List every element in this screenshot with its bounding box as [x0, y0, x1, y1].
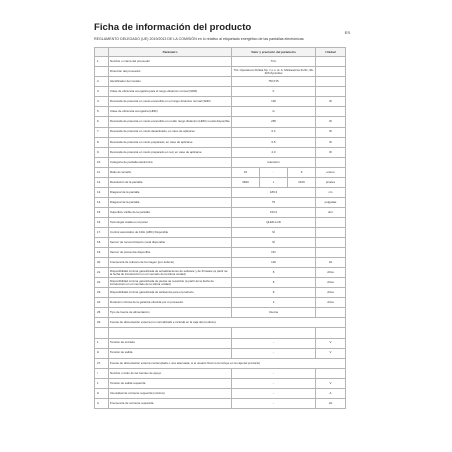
row-unit: Años — [316, 298, 346, 308]
row-unit — [316, 248, 346, 258]
row-parameter: Clase de eficiencia energética (HDR) — [109, 107, 232, 117]
row-parameter: Demanda de potencia en modo desactivado, en caso de aplicarse — [109, 127, 232, 137]
row-value — [232, 328, 316, 338]
row-number: 20. — [95, 258, 109, 268]
table-row — [95, 157, 346, 167]
row-unit: Hz — [316, 258, 346, 268]
row-number: ii — [95, 378, 109, 388]
table-row — [95, 398, 346, 408]
row-number: 3. — [95, 87, 109, 97]
table-row — [95, 147, 346, 157]
row-value: 2 — [232, 298, 316, 308]
row-unit — [316, 67, 346, 77]
table-row — [95, 258, 346, 268]
table-row — [95, 388, 346, 398]
row-unit: W — [316, 97, 346, 107]
row-unit: Años — [316, 278, 346, 288]
row-unit — [316, 328, 346, 338]
row-number: iv — [95, 398, 109, 408]
row-value: G — [232, 107, 316, 117]
row-unit — [316, 77, 346, 87]
row-parameter: Demanda de potencia en modo preparado en red, en caso de aplicarse — [109, 147, 232, 157]
row-parameter: Superficie visible de la pantalla — [109, 207, 232, 217]
table-row — [95, 248, 346, 258]
row-number: 18. — [95, 238, 109, 248]
row-value: NO — [232, 248, 316, 258]
table-row — [95, 117, 346, 127]
row-value-sep: x — [260, 177, 288, 187]
table-row — [95, 338, 346, 348]
row-value-sep: : — [260, 167, 288, 177]
row-value: SÍ — [232, 228, 316, 238]
row-number: 11. — [95, 167, 109, 177]
row-value: - — [232, 368, 316, 378]
row-parameter: Tensión de salida — [109, 348, 232, 358]
row-parameter: Sensor de presencia disponible — [109, 248, 232, 258]
row-parameter: Diagonal de la pantalla — [109, 187, 232, 197]
row-number: 5. — [95, 107, 109, 117]
table-row — [95, 308, 346, 318]
row-number: 9. — [95, 147, 109, 157]
row-value-b: 9 — [288, 167, 316, 177]
row-number: 1. — [95, 57, 109, 67]
table-row — [95, 318, 346, 328]
row-value: 120 — [232, 258, 316, 268]
row-parameter: Frecuencia de corriente requerida — [109, 398, 232, 408]
row-parameter: Tensión de salida requerida — [109, 378, 232, 388]
row-number: 4. — [95, 97, 109, 107]
table-row — [95, 57, 346, 67]
table-row — [95, 238, 346, 248]
header-unit: Unidad — [316, 48, 346, 57]
table-row — [95, 268, 346, 278]
row-parameter: Fuente de alimentación externa (no normalizada e incluida en la caja del producto) — [109, 318, 346, 328]
table-header-row — [95, 48, 346, 57]
row-value: TCL — [232, 57, 316, 67]
row-parameter: Sensor de reconocimiento vocal disponible — [109, 238, 232, 248]
table-row — [95, 368, 346, 378]
row-value: 153.2 — [232, 207, 316, 217]
table-row — [95, 197, 346, 207]
header-number — [95, 48, 109, 57]
row-value: - — [232, 378, 316, 388]
row-unit: W — [316, 127, 346, 137]
row-number: iii — [95, 348, 109, 358]
table-body — [95, 57, 346, 409]
row-number: 16. — [95, 217, 109, 227]
row-value: 2.0 — [232, 147, 316, 157]
row-number: 21. — [95, 268, 109, 278]
row-parameter: Fuente de alimentación externa contemplada o una adecuada, si el usuario final no la incluye en la caja del producto) — [109, 358, 346, 368]
regulation-subtitle: REGLAMENTO DELEGADO (UE) 2019/2013 DE LA COMISIÓN en lo relativo al etiquetado energético de las pantallas electrónicas — [94, 37, 304, 41]
row-unit: W — [316, 117, 346, 127]
row-unit — [316, 217, 346, 227]
row-unit: W — [316, 147, 346, 157]
row-unit — [316, 157, 346, 167]
row-parameter: Nombre o marca del proveedor — [109, 57, 232, 67]
row-parameter — [109, 328, 232, 338]
row-number: 24. — [95, 298, 109, 308]
row-number — [95, 67, 109, 77]
row-number: 25. — [95, 308, 109, 318]
row-number: 14. — [95, 197, 109, 207]
table-row — [95, 298, 346, 308]
table-row — [95, 137, 346, 147]
row-value-a: 16 — [232, 167, 260, 177]
row-unit — [316, 57, 346, 67]
row-value: TCL Operations Polska Sp. z o.o. ul. A. Mickiewicza 31/41, 96-300 Żyrardów — [232, 67, 316, 77]
row-unit: W — [316, 137, 346, 147]
row-value: 130 — [232, 97, 316, 107]
row-parameter: Dirección del proveedor — [109, 67, 232, 77]
table-row — [95, 288, 346, 298]
row-value: 265 — [232, 117, 316, 127]
row-unit: Años — [316, 288, 346, 298]
table-row — [95, 278, 346, 288]
row-parameter: Identificador del modelo — [109, 77, 232, 87]
row-value: 8 — [232, 268, 316, 278]
row-unit — [316, 87, 346, 97]
row-parameter: Resolución de la pantalla — [109, 177, 232, 187]
row-unit — [316, 308, 346, 318]
row-parameter: Tecnología usada en el panel — [109, 217, 232, 227]
row-number — [95, 328, 109, 338]
row-value: 8 — [232, 288, 316, 298]
row-value: SÍ — [232, 238, 316, 248]
page-title: Ficha de información del producto — [94, 22, 252, 33]
row-number: 23. — [95, 288, 109, 298]
row-parameter: Control automático de brillo (ABC) Disponible — [109, 228, 232, 238]
row-value: 75C715 — [232, 77, 316, 87]
parameter-table — [94, 47, 346, 409]
table-row — [95, 87, 346, 97]
row-unit: Años — [316, 268, 346, 278]
table-row — [95, 358, 346, 368]
table-row — [95, 127, 346, 137]
row-unit — [316, 238, 346, 248]
row-value: - — [232, 398, 316, 408]
row-value: Interna — [232, 308, 316, 318]
product-information-sheet — [94, 22, 356, 409]
row-unit: entero — [316, 167, 346, 177]
row-parameter: Clase de eficiencia energética para el rango dinámico normal (SDR) — [109, 87, 232, 97]
table-row — [95, 77, 346, 87]
row-parameter: Ratio de tamaño — [109, 167, 232, 177]
table-row — [95, 187, 346, 197]
row-value: 8 — [232, 278, 316, 288]
row-parameter: Nombre o título de las fuentes de apoyo — [109, 368, 232, 378]
row-parameter: Disponibilidad mínima garantizada de asistencia para el producto — [109, 288, 232, 298]
table-row — [95, 67, 346, 77]
row-parameter: Tipo de fuente de alimentación — [109, 308, 232, 318]
row-number: 17. — [95, 228, 109, 238]
row-value: - — [232, 348, 316, 358]
row-number: 19. — [95, 248, 109, 258]
row-value-b: 2160 — [288, 177, 316, 187]
row-number: 22. — [95, 278, 109, 288]
header-value: Valor y precisión del parámetro — [232, 48, 316, 57]
row-parameter: Intensidad de corriente requerida (mínima) — [109, 388, 232, 398]
row-number: 8. — [95, 137, 109, 147]
table-row — [95, 177, 346, 187]
row-unit — [316, 368, 346, 378]
table-row — [95, 378, 346, 388]
row-value: - — [232, 338, 316, 348]
header-parameter: Parámetro — [109, 48, 232, 57]
table-row — [95, 228, 346, 238]
row-parameter: Duración mínima de la garantía ofrecida por el proveedor — [109, 298, 232, 308]
row-number: 6. — [95, 117, 109, 127]
table-row — [95, 167, 346, 177]
row-unit: cm — [316, 187, 346, 197]
row-number: 26. — [95, 318, 109, 328]
row-number: i — [95, 368, 109, 378]
row-unit — [316, 107, 346, 117]
row-number: ii — [95, 338, 109, 348]
row-unit: V — [316, 338, 346, 348]
row-parameter: Demanda de potencia en modo encendido en el alto rango dinámico (HDR) si está disponible — [109, 117, 232, 127]
row-parameter: Demanda de potencia en modo encendido en el rango dinámico normal (SDR) — [109, 97, 232, 107]
row-number: 10. — [95, 157, 109, 167]
table-row — [95, 328, 346, 338]
row-parameter: Categoría de pantalla electrónica — [109, 157, 232, 167]
row-value: 0.5 — [232, 137, 316, 147]
row-parameter: Tensión de entrada — [109, 338, 232, 348]
row-unit: Hz — [316, 398, 346, 408]
row-number: 27. — [95, 358, 109, 368]
row-number: 15. — [95, 207, 109, 217]
row-unit: píxeles — [316, 177, 346, 187]
row-unit: dm² — [316, 207, 346, 217]
row-parameter: Disponibilidad mínima garantizada de actualizaciones de software y de firmware (a partir de la fecha de introducción en el mercado de la última unidad) — [109, 268, 232, 278]
row-unit: V — [316, 348, 346, 358]
row-unit — [316, 228, 346, 238]
row-value: 0.4 — [232, 127, 316, 137]
row-value: 189.3 — [232, 187, 316, 197]
row-number: iii — [95, 388, 109, 398]
row-number: 2. — [95, 77, 109, 87]
row-value: - — [232, 388, 316, 398]
row-number: 13. — [95, 187, 109, 197]
table-row — [95, 348, 346, 358]
row-parameter: Demanda de potencia en modo preparado, en caso de aplicarse — [109, 137, 232, 147]
table-row — [95, 97, 346, 107]
row-value: QLED-LCD — [232, 217, 316, 227]
row-unit: V — [316, 378, 346, 388]
row-parameter: Frecuencia de refresco de la imagen (por defecto) — [109, 258, 232, 268]
row-number: 12. — [95, 177, 109, 187]
language-code: ES — [344, 30, 350, 35]
row-value: 75 — [232, 197, 316, 207]
row-unit: pulgadas — [316, 197, 346, 207]
row-parameter: Diagonal de la pantalla — [109, 197, 232, 207]
row-number: 7. — [95, 127, 109, 137]
table-row — [95, 207, 346, 217]
row-unit: A — [316, 388, 346, 398]
row-parameter: Disponibilidad mínima garantizada de piezas de recambio (a partir de la fecha de introducción en el mercado de la última unidad) — [109, 278, 232, 288]
row-value-a: 3840 — [232, 177, 260, 187]
table-row — [95, 107, 346, 117]
row-value: F — [232, 87, 316, 97]
row-value: televisión — [232, 157, 316, 167]
table-row — [95, 217, 346, 227]
